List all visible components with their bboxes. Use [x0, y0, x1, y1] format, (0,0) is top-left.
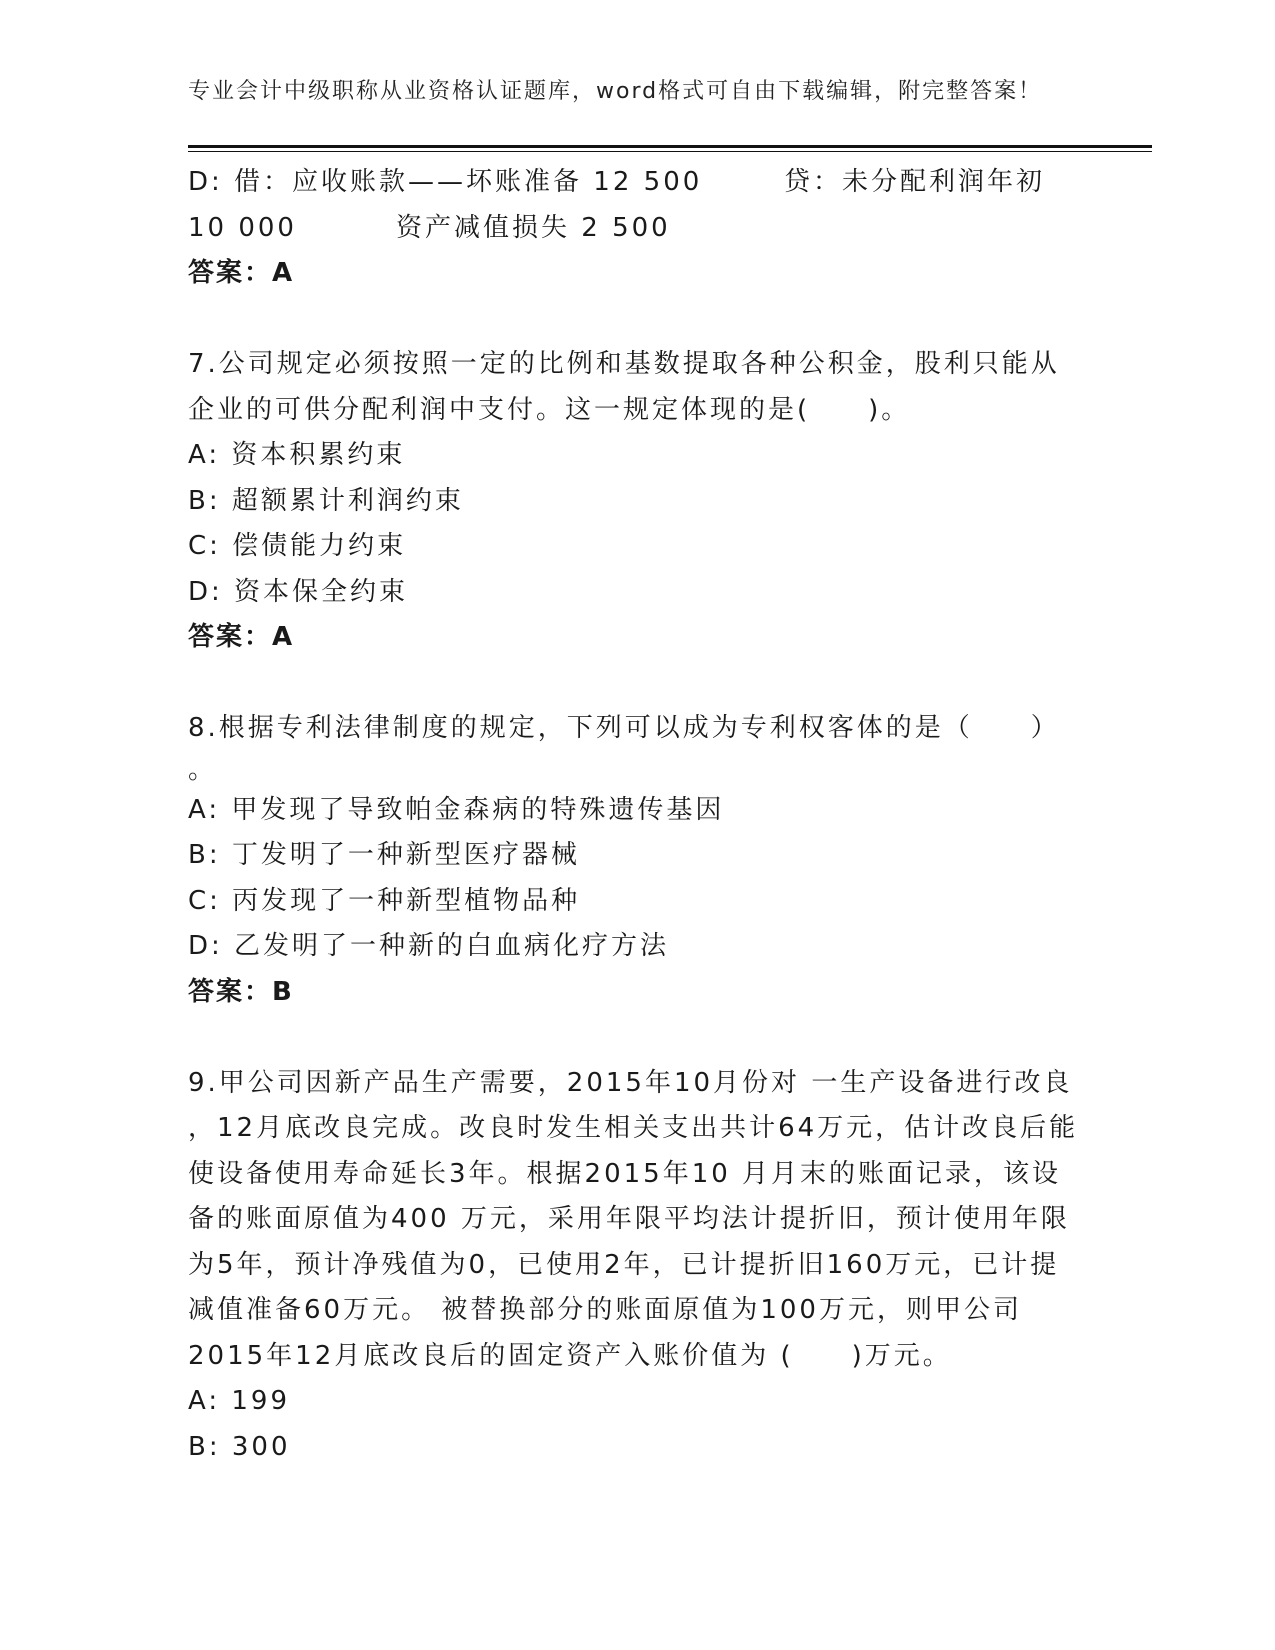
q9-stem-line4: 备的账面原值为400 万元，采用年限平均法计提折旧，预计使用年限: [188, 1204, 1070, 1234]
q9-stem-line6: 减值准备60万元。 被替换部分的账面原值为100万元，则甲公司: [188, 1295, 1022, 1325]
prev-option-d-debit: D: 借：应收账款——坏账准备 12 500: [188, 167, 703, 197]
prev-option-d-line2: [188, 206, 1088, 252]
q9-option-a: A: 199: [188, 1386, 290, 1416]
q9-stem-line3: 使设备使用寿命延长3年。根据2015年10 月月末的账面记录，该设: [188, 1158, 1062, 1189]
header-rule-thin: [188, 151, 1152, 152]
q7-option-c: C: 偿债能力约束: [188, 531, 407, 561]
prev-option-d-line1: [188, 160, 1088, 206]
q7-answer: 答案：A: [188, 622, 295, 652]
prev-answer: 答案：A: [188, 258, 295, 288]
q7-option-a: A: 资本积累约束: [188, 440, 406, 470]
q8-option-d: D: 乙发明了一种新的白血病化疗方法: [188, 931, 670, 961]
q8-option-a: A: 甲发现了导致帕金森病的特殊遗传基因: [188, 794, 725, 825]
document-body: [188, 160, 1088, 1470]
q8-stem-line2: 。: [188, 754, 218, 785]
prev-option-d-impairment: 资产减值损失 2 500: [396, 212, 671, 243]
q7-option-b: B: 超额累计利润约束: [188, 485, 464, 516]
q7-stem-line1: 7.公司规定必须按照一定的比例和基数提取各种公积金，股利只能从: [188, 349, 1060, 379]
q9-stem-line5: 为5年，预计净残值为0，已使用2年，已计提折旧160万元，已计提: [188, 1249, 1060, 1280]
q8-answer: 答案：B: [188, 976, 294, 1007]
q7-option-d: D: 资本保全约束: [188, 576, 409, 607]
prev-option-d-amount: 10 000: [188, 212, 297, 243]
q7-stem-line2: 企业的可供分配利润中支付。这一规定体现的是( )。: [188, 394, 911, 425]
page-header: 专业会计中级职称从业资格认证题库，word格式可自由下载编辑，附完整答案！: [188, 79, 1043, 104]
q8-stem-line1: 8.根据专利法律制度的规定，下列可以成为专利权客体的是（ ）: [188, 713, 1060, 743]
q9-stem-line1: 9.甲公司因新产品生产需要，2015年10月份对 一生产设备进行改良: [188, 1067, 1073, 1098]
header-rule-thick: [188, 145, 1152, 148]
prev-option-d-credit: 贷：未分配利润年初: [784, 167, 1046, 197]
q9-stem-line7: 2015年12月底改良后的固定资产入账价值为 ( )万元。: [188, 1340, 952, 1371]
q8-option-b: B: 丁发明了一种新型医疗器械: [188, 840, 580, 870]
q9-option-b: B: 300: [188, 1431, 291, 1462]
q9-stem-line2: ，12月底改良完成。改良时发生相关支出共计64万元，估计改良后能: [188, 1113, 1079, 1143]
q8-option-c: C: 丙发现了一种新型植物品种: [188, 885, 581, 916]
